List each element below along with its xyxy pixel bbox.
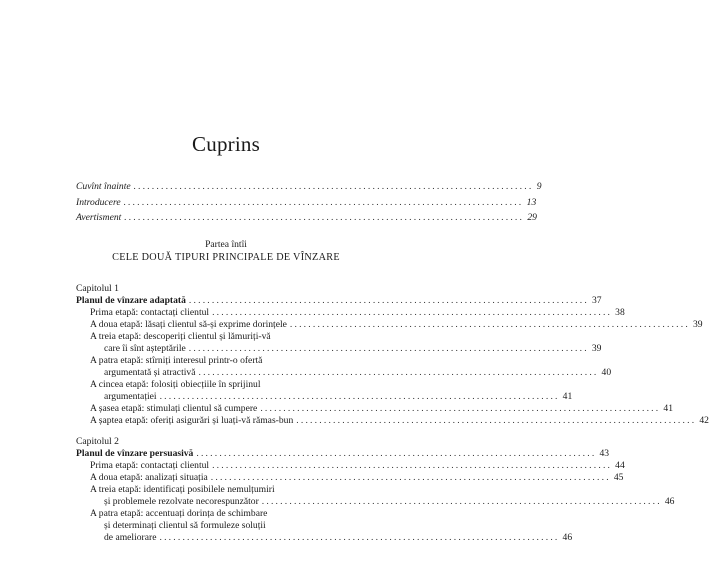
leader-dots: .......................................................................................: [159, 532, 560, 543]
toc-entry: [104, 343, 602, 354]
leader-dots: .......................................................................................: [261, 496, 662, 507]
leader-dots: .......................................................................................: [123, 197, 524, 208]
toc-entry-page: 41: [562, 391, 573, 402]
toc-entry-label: care îi sînt așteptările: [104, 343, 186, 354]
toc-entry-label: A șasea etapă: stimulați clientul să cumpere: [90, 403, 258, 414]
toc-entry-page: 29: [527, 212, 537, 223]
chapter-2-heading: [76, 448, 610, 459]
toc-entry-label: de ameliorare: [104, 532, 157, 543]
page-title: Cuprins: [192, 132, 260, 156]
part-title: CELE DOUĂ TIPURI PRINCIPALE DE VÎNZARE: [112, 252, 340, 263]
toc-entry: [90, 307, 625, 318]
toc-entry-label: A doua etapă: analizați situația: [90, 472, 208, 483]
toc-entry: [90, 415, 709, 426]
toc-entry-line: A cincea etapă: folosiți obiecțiile în sprijinul: [90, 379, 261, 390]
toc-entry-label: Introducere: [76, 197, 121, 208]
toc-entry-label: Avertisment: [76, 212, 122, 223]
chapter-1-label: Capitolul 1: [76, 283, 119, 294]
toc-entry: [90, 319, 703, 330]
leader-dots: .......................................................................................: [196, 448, 597, 459]
toc-entry: [104, 496, 675, 507]
toc-entry: [90, 472, 624, 483]
toc-entry-label: și problemele rezolvate necorespunzător: [104, 496, 259, 507]
toc-entry-label: Planul de vînzare persuasivă: [76, 448, 194, 459]
toc-entry: [104, 367, 612, 378]
toc-entry-line: A patra etapă: stîrniți interesul printr-o ofertă: [90, 355, 263, 366]
leader-dots: .......................................................................................: [188, 295, 589, 306]
toc-entry-page: 42: [699, 415, 709, 426]
toc-entry-page: 46: [664, 496, 675, 507]
toc-entry-page: 9: [536, 181, 542, 192]
toc-entry-label: argumentației: [104, 391, 157, 402]
toc-entry-label: A doua etapă: lăsați clientul să-și exprime dorințele: [90, 319, 287, 330]
toc-entry-line: A patra etapă: accentuați dorința de schimbare: [90, 508, 268, 519]
leader-dots: .......................................................................................: [212, 307, 613, 318]
toc-entry: [104, 532, 573, 543]
toc-entry-warning: [76, 212, 537, 223]
toc-entry-label: Prima etapă: contactați clientul: [90, 307, 210, 318]
leader-dots: .......................................................................................: [159, 391, 560, 402]
toc-entry: [104, 391, 573, 402]
toc-entry: [90, 460, 625, 471]
toc-entry-label: A șaptea etapă: oferiți asigurări și luați-vă rămas-bun: [90, 415, 294, 426]
toc-entry-page: 39: [692, 319, 703, 330]
leader-dots: .......................................................................................: [124, 212, 525, 223]
toc-entry-line: A treia etapă: identificați posibilele nemulțumiri: [90, 484, 275, 495]
toc-entry-page: 38: [615, 307, 625, 318]
toc-entry-page: 41: [663, 403, 673, 414]
toc-entry-label: Cuvînt înainte: [76, 181, 131, 192]
leader-dots: .......................................................................................: [212, 460, 613, 471]
leader-dots: .......................................................................................: [289, 319, 690, 330]
toc-entry-page: 45: [613, 472, 624, 483]
toc-entry-page: 44: [615, 460, 625, 471]
leader-dots: .......................................................................................: [210, 472, 611, 483]
toc-entry-page: 43: [599, 448, 610, 459]
chapter-2-label: Capitolul 2: [76, 436, 119, 447]
leader-dots: .......................................................................................: [296, 415, 697, 426]
toc-entry-label: argumentată și atractivă: [104, 367, 196, 378]
leader-dots: .......................................................................................: [198, 367, 599, 378]
toc-entry-line: A treia etapă: descoperiți clientul și lămuriți-vă: [90, 331, 271, 342]
leader-dots: .......................................................................................: [260, 403, 661, 414]
toc-entry-foreword: [76, 181, 542, 192]
toc-entry-label: Prima etapă: contactați clientul: [90, 460, 210, 471]
toc-entry-line: și determinați clientul să formuleze soluții: [104, 520, 266, 531]
toc-entry: [90, 403, 673, 414]
toc-entry-label: Planul de vînzare adaptată: [76, 295, 186, 306]
leader-dots: .......................................................................................: [188, 343, 589, 354]
toc-entry-page: 40: [601, 367, 612, 378]
chapter-1-heading: [76, 295, 602, 306]
toc-entry-page: 37: [591, 295, 602, 306]
leader-dots: .......................................................................................: [133, 181, 534, 192]
toc-entry-introduction: [76, 197, 537, 208]
toc-entry-page: 46: [562, 532, 573, 543]
part-label: Partea întîi: [205, 239, 247, 250]
toc-entry-page: 39: [591, 343, 602, 354]
toc-entry-page: 13: [526, 197, 537, 208]
